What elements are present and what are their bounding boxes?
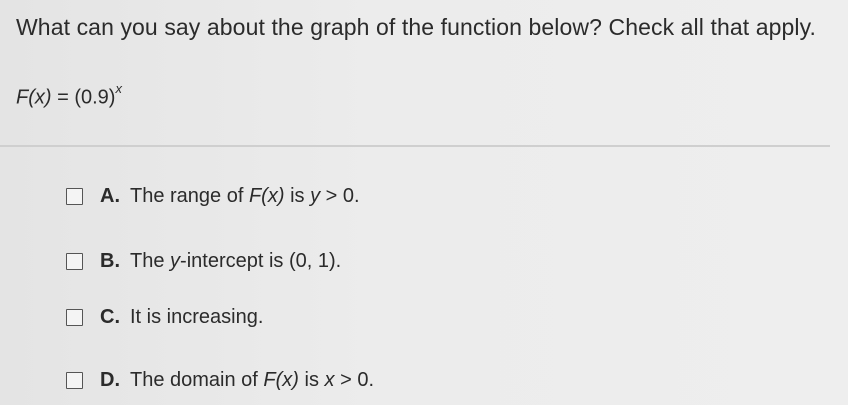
option-d-text-tail: > 0. [334, 368, 375, 391]
option-c-letter: C. [100, 305, 120, 328]
option-b-text-post: -intercept is (0, 1). [180, 249, 342, 272]
option-a-math: F(x) [248, 184, 285, 207]
function-equals: = [51, 86, 75, 109]
function-exponent: x [115, 81, 122, 96]
option-b-text [130, 250, 341, 273]
option-b-text-pre: The [130, 249, 171, 272]
option-d-text [130, 369, 374, 392]
option-b-math: y [170, 249, 181, 272]
option-c-text: It is increasing. [130, 305, 264, 328]
option-d-math: F(x) [263, 368, 299, 391]
option-a-letter: A. [100, 184, 120, 207]
option-d-checkbox[interactable] [66, 372, 83, 389]
function-base: (0.9) [74, 86, 116, 109]
option-a-text-tail: > 0. [320, 184, 360, 207]
option-b[interactable] [66, 248, 341, 274]
option-d-text-pre: The domain of [130, 368, 264, 391]
option-a-text-pre: The range of [130, 184, 249, 207]
option-b-checkbox[interactable] [66, 253, 83, 270]
function-definition [16, 81, 122, 110]
option-a-math2: y [310, 184, 321, 207]
option-c[interactable] [66, 304, 263, 330]
option-a-checkbox[interactable] [66, 188, 83, 205]
question-prompt: What can you say about the graph of the function below? Check all that apply. [16, 14, 816, 40]
function-lhs: F(x) [16, 86, 52, 109]
option-d[interactable] [66, 367, 374, 393]
option-a[interactable] [66, 183, 360, 209]
divider [0, 145, 830, 147]
option-d-letter: D. [100, 368, 120, 391]
option-c-checkbox[interactable] [66, 309, 83, 326]
option-a-text [130, 185, 360, 208]
option-a-text-post: is [284, 184, 311, 207]
option-d-math2: x [324, 368, 335, 391]
option-d-text-post: is [298, 368, 325, 391]
option-b-letter: B. [100, 249, 120, 272]
